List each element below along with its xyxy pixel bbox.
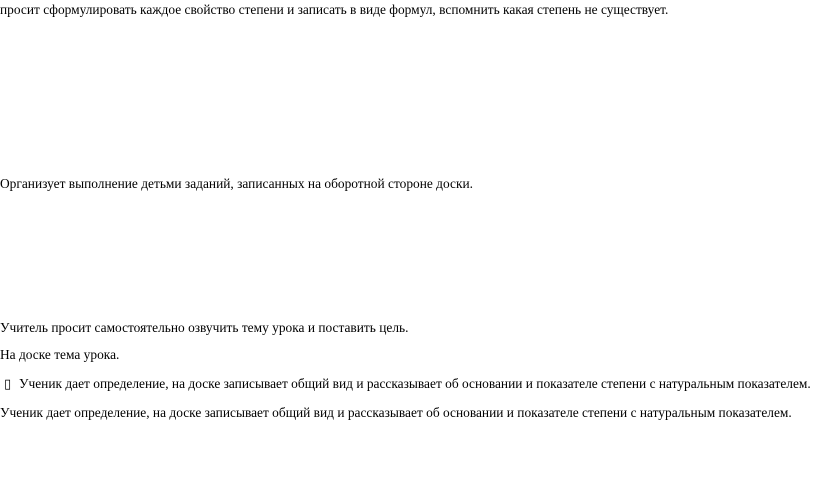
bullet-item-text: Ученик дает определение, на доске записывает общий вид и рассказывает об основании и показателе степени с натуральным показателем. <box>19 376 811 391</box>
paragraph-organizes-tasks: Организует выполнение детьми заданий, записанных на оборотной стороне доски. <box>0 176 473 191</box>
bullet-icon: ▯ <box>4 377 12 392</box>
paragraph-board-topic: На доске тема урока. <box>0 347 120 362</box>
paragraph-teacher-properties: просит сформулировать каждое свойство степени и записать в виде формул, вспомнить какая степень не существует. <box>0 2 669 17</box>
paragraph-teacher-topic: Учитель просит самостоятельно озвучить тему урока и поставить цель. <box>0 320 409 335</box>
paragraph-student-definition: Ученик дает определение, на доске записывает общий вид и рассказывает об основании и показателе степени с натуральным показателем. <box>0 405 792 420</box>
bullet-list-item <box>4 376 811 393</box>
